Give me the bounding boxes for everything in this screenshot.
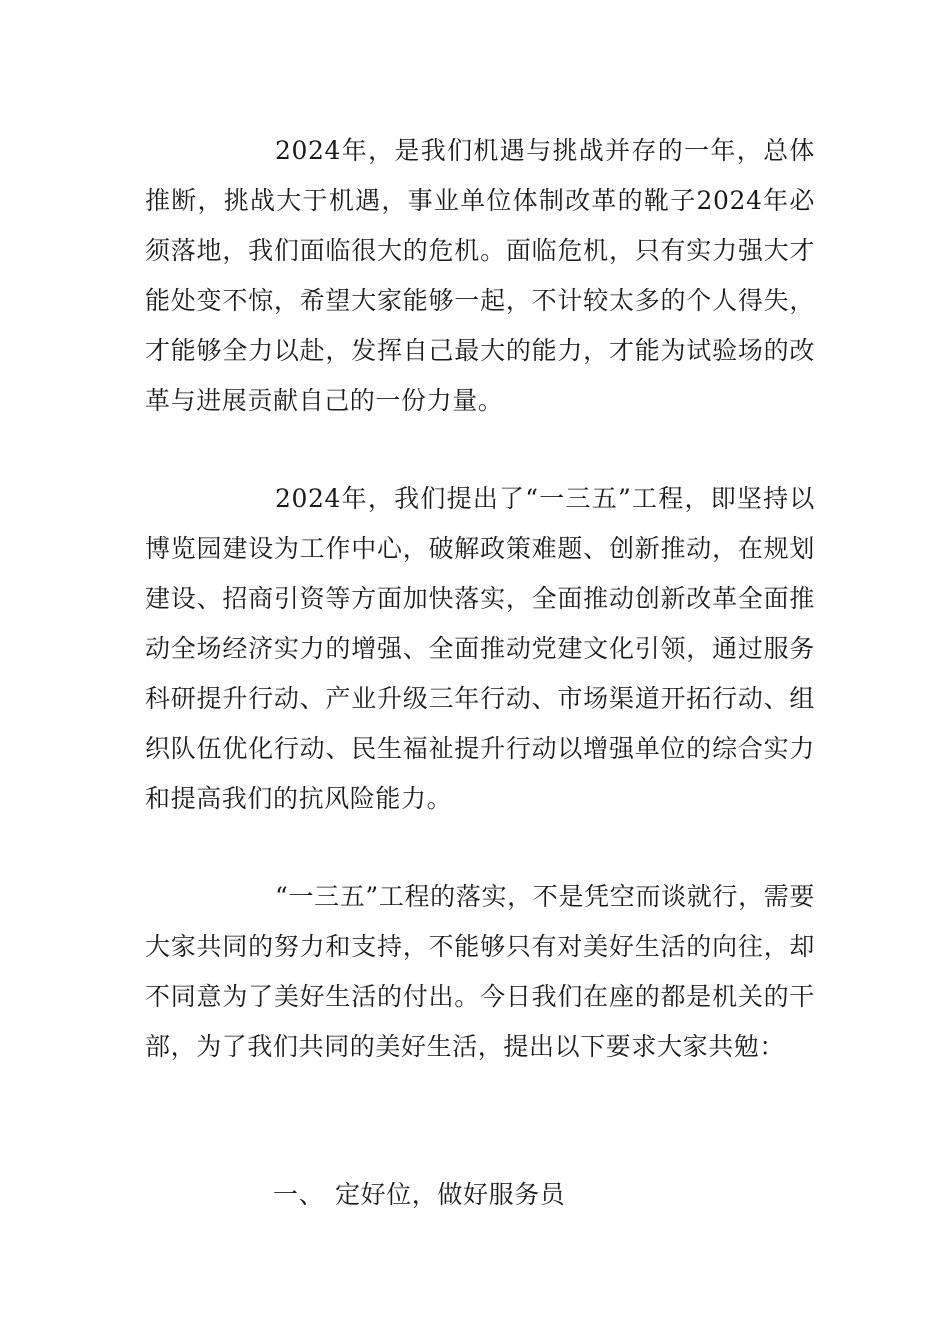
paragraph-1: 2024年，是我们机遇与挑战并存的一年，总体推断，挑战大于机遇，事业单位体制改革的靴子2024年必须落地，我们面临很大的危机。面临危机，只有实力强大才能处变不惊，希望大家能够一起，不计较太多的个人得失，才能够全力以赴，发挥自己最大的能力，才能为试验场的改革与进展贡献自己的一份力量。	[145, 136, 815, 415]
section-number: 一、	[273, 1180, 325, 1209]
paragraph-2: 2024年，我们提出了“一三五”工程，即坚持以博览园建设为工作中心，破解政策难题、创新推动，在规划建设、招商引资等方面加快落实，全面推动创新改革全面推动全场经济实力的增强、全面推动党建文化引领，通过服务科研提升行动、产业升级三年行动、市场渠道开拓行动、组织队伍优化行动、民生福祉提升行动以增强单位的综合实力和提高我们的抗风险能力。	[145, 484, 815, 813]
paragraph-3: “一三五”工程的落实，不是凭空而谈就行，需要大家共同的努力和支持，不能够只有对美好生活的向往，却不同意为了美好生活的付出。今日我们在座的都是机关的干部，为了我们共同的美好生活，提出以下要求大家共勉：	[145, 882, 815, 1061]
section-heading	[145, 1170, 815, 1220]
section-title: 定好位，做好服务员	[335, 1180, 566, 1209]
